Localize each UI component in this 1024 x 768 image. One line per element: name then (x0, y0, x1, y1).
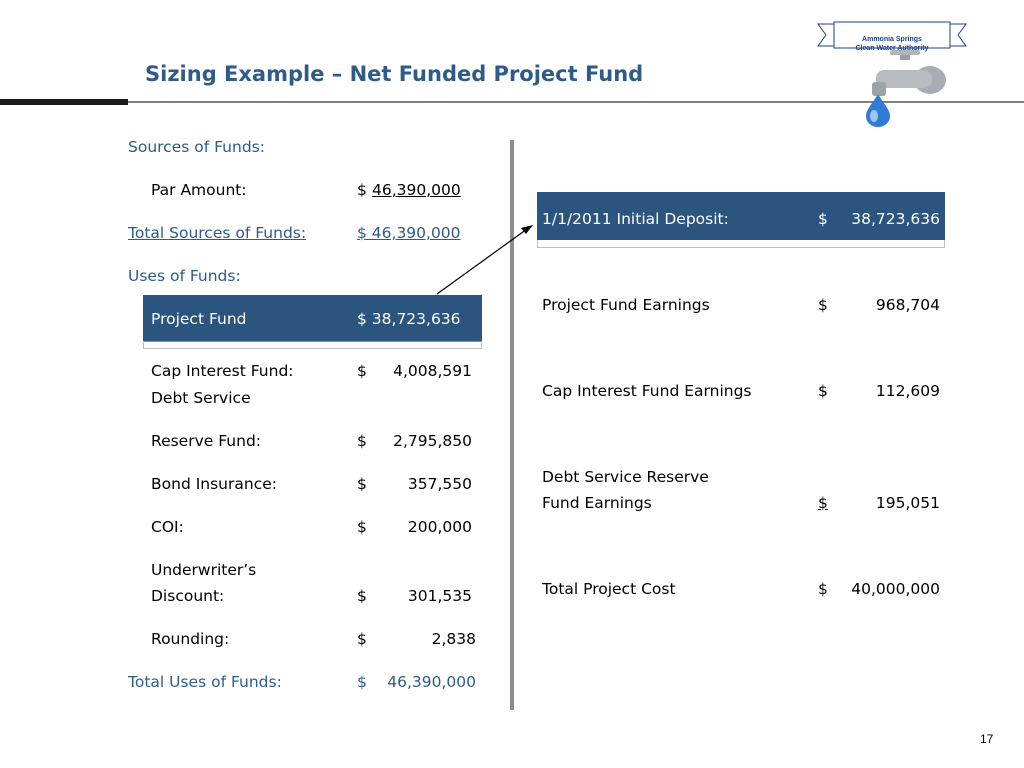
total-sources-label: Total Sources of Funds: (128, 224, 307, 242)
uses-item-value: 2,795,850 (393, 432, 472, 450)
earnings-dollar-underlined (818, 493, 940, 513)
total-project-cost-value: 40,000,000 (851, 580, 940, 598)
logo-line-1: Ammonia Springs (862, 36, 922, 43)
project-fund-label: Project Fund (151, 310, 247, 328)
earnings-label: Project Fund Earnings (542, 296, 710, 314)
uses-item-value: 4,008,591 (393, 362, 472, 380)
par-amount-dollar: $ (357, 181, 367, 199)
uses-item-dollar: $ (357, 518, 367, 536)
uses-item-value: 301,535 (407, 587, 472, 605)
page-number: 17 (980, 732, 994, 746)
earnings-value: 195,051 (875, 494, 940, 512)
total-uses-dollar: $ (357, 673, 367, 691)
total-project-cost-dollar: $ (818, 580, 828, 598)
total-sources-value: $ 46,390,000 (357, 224, 461, 242)
total-project-cost-label: Total Project Cost (542, 580, 676, 598)
uses-item-label: COI: (151, 518, 184, 536)
uses-item-dollar: $ (357, 432, 367, 450)
total-uses-value: 46,390,000 (387, 673, 476, 691)
par-amount-label: Par Amount: (151, 181, 247, 199)
uses-heading: Uses of Funds: (128, 267, 241, 285)
logo-line-2: Clean Water Authority (855, 45, 929, 52)
slide-title: Sizing Example – Net Funded Project Fund (145, 62, 644, 86)
uses-item-label: Cap Interest Fund: (151, 362, 294, 380)
uses-item-label: Rounding: (151, 630, 230, 648)
sources-heading: Sources of Funds: (128, 138, 265, 156)
uses-item-label: Underwriter’s (151, 561, 257, 579)
earnings-label: Debt Service Reserve (542, 468, 709, 486)
uses-item-dollar: $ (357, 362, 367, 380)
uses-item-value: 200,000 (407, 518, 472, 536)
uses-item-value: 2,838 (431, 630, 476, 648)
uses-item-label: Bond Insurance: (151, 475, 277, 493)
uses-item-value: 357,550 (407, 475, 472, 493)
uses-item-label: Discount: (151, 587, 225, 605)
earnings-label: Cap Interest Fund Earnings (542, 382, 752, 400)
initial-deposit-bar-shadow (537, 240, 945, 248)
project-fund-value: $ 38,723,636 (357, 310, 461, 328)
earnings-value: 968,704 (875, 296, 940, 314)
uses-item-dollar: $ (357, 587, 367, 605)
total-uses-label: Total Uses of Funds: (128, 673, 282, 691)
par-amount-value: 46,390,000 (372, 181, 461, 199)
initial-deposit-label: 1/1/2011 Initial Deposit: (542, 210, 729, 228)
earnings-value: 112,609 (875, 382, 940, 400)
initial-deposit-dollar: $ (818, 210, 828, 228)
uses-item-label: Reserve Fund: (151, 432, 262, 450)
initial-deposit-value: 38,723,636 (851, 210, 940, 228)
earnings-dollar: $ (818, 296, 828, 314)
earnings-dollar: $ (818, 494, 828, 512)
uses-item-dollar: $ (357, 475, 367, 493)
uses-item-dollar: $ (357, 630, 367, 648)
earnings-label: Fund Earnings (542, 494, 652, 512)
uses-item-label: Debt Service (151, 389, 251, 407)
earnings-dollar: $ (818, 382, 828, 400)
